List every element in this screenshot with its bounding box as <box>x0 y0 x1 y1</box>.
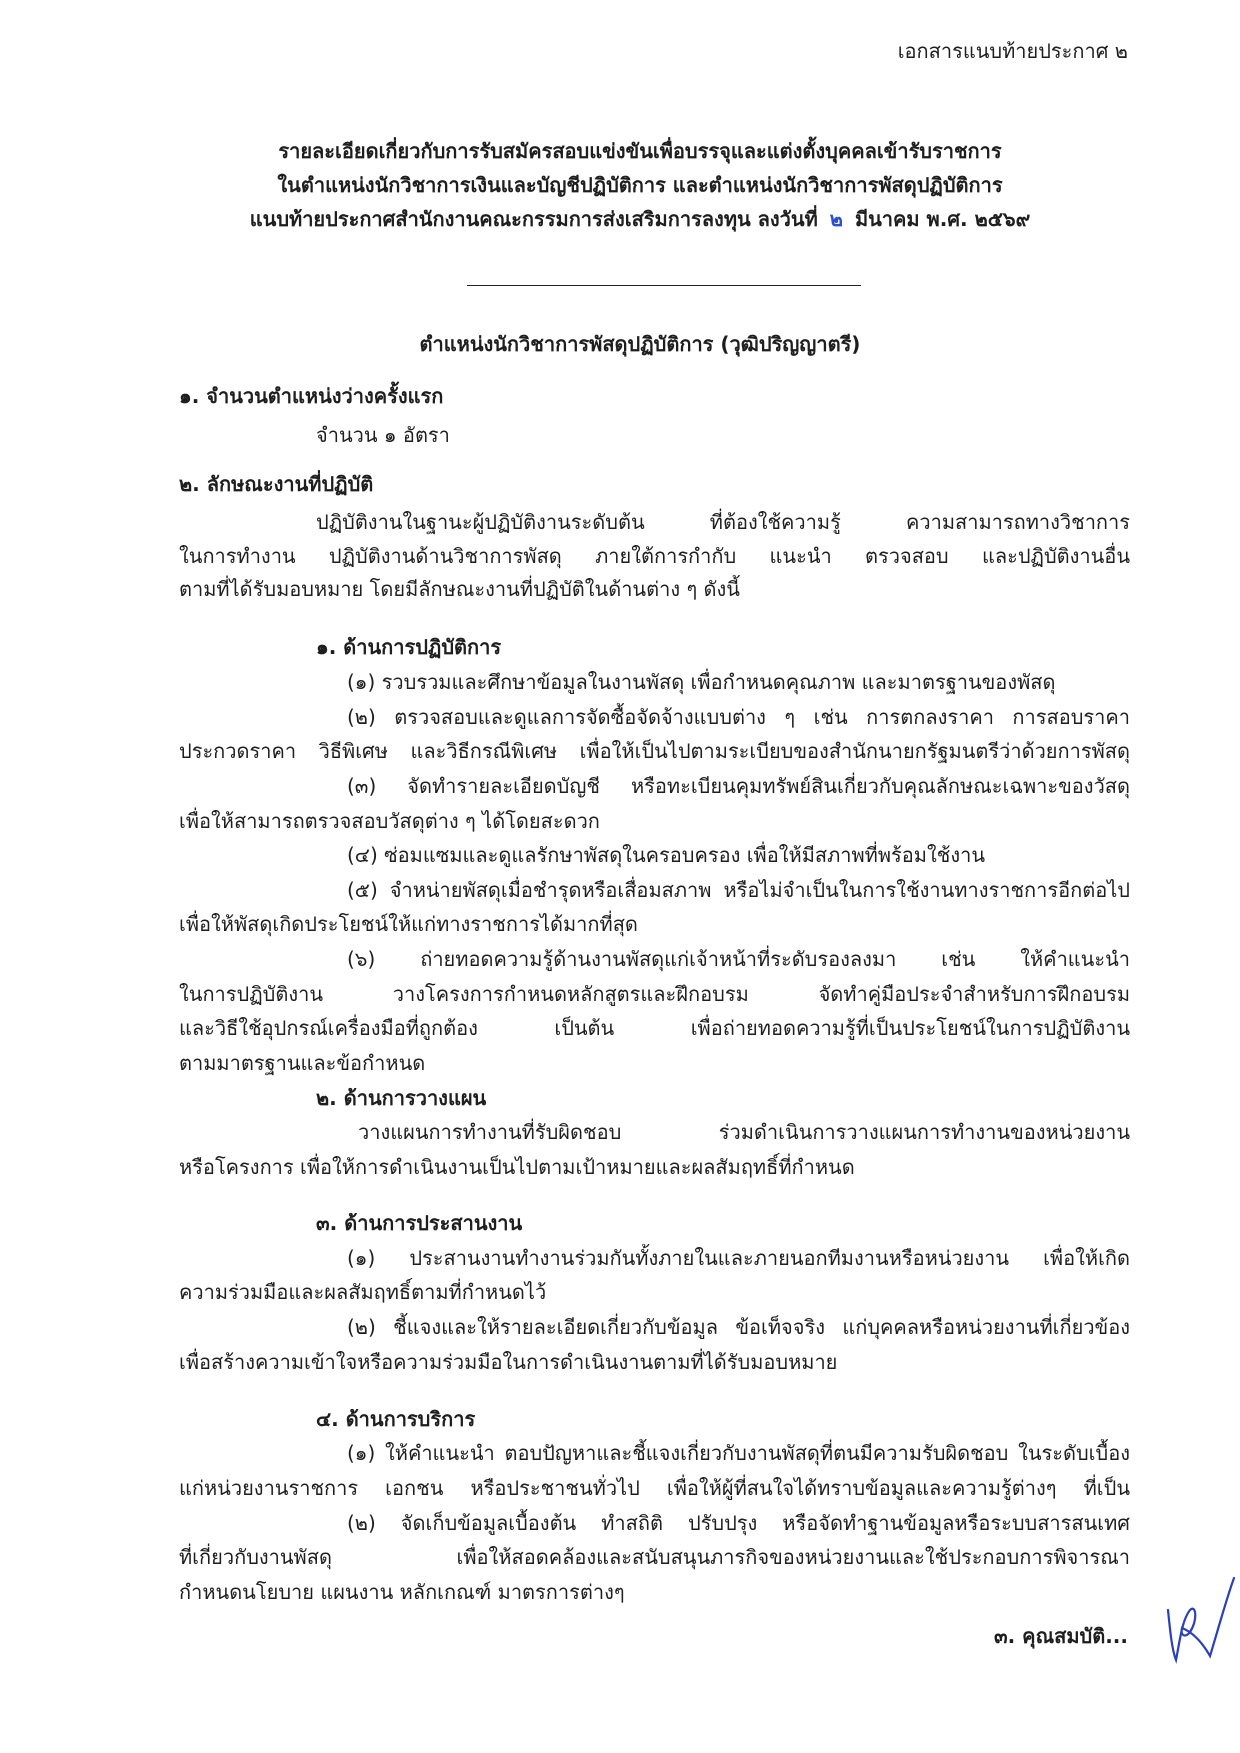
coordination-line: เพื่อสร้างความเข้าใจหรือความร่วมมือในการดำเนินงานตามที่ได้รับมอบหมาย <box>179 1350 838 1374</box>
planning-line: วางแผนการทำงานที่รับผิดชอบ ร่วมดำเนินการวางแผนการทำงานของหน่วยงาน <box>358 1120 1130 1144</box>
title-line-3 <box>150 204 1130 234</box>
position-title: ตำแหน่งนักวิชาการพัสดุปฏิบัติการ (วุฒิปริญญาตรี) <box>419 332 861 356</box>
service-line: กำหนดนโยบาย แผนงาน หลักเกณฑ์ มาตรการต่างๆ <box>179 1580 625 1604</box>
section-1-heading: ๑. จำนวนตำแหน่งว่างครั้งแรก <box>179 384 444 408</box>
section-1-body: จำนวน ๑ อัตรา <box>316 423 450 447</box>
operations-line: ตามมาตรฐานและข้อกำหนด <box>179 1051 426 1075</box>
operations-line: เพื่อให้สามารถตรวจสอบวัสดุต่าง ๆ ได้โดยสะดวก <box>179 809 600 833</box>
operations-line: (๖) ถ่ายทอดความรู้ด้านงานพัสดุแก่เจ้าหน้าที่ระดับรองลงมา เช่น ให้คำแนะนำ <box>347 947 1130 971</box>
signature-initials-icon <box>1160 1570 1240 1670</box>
service-line: ที่เกี่ยวกับงานพัสดุ เพื่อให้สอดคล้องและสนับสนุนภารกิจของหน่วยงานและใช้ประกอบการพิจารณา <box>179 1545 1130 1569</box>
operations-line: (๑) รวบรวมและศึกษาข้อมูลในงานพัสดุ เพื่อกำหนดคุณภาพ และมาตรฐานของพัสดุ <box>347 670 1056 694</box>
coordination-line: (๑) ประสานงานทำงานร่วมกันทั้งภายในและภายนอกทีมงานหรือหน่วยงาน เพื่อให้เกิด <box>347 1246 1130 1270</box>
subsection-service-heading: ๔. ด้านการบริการ <box>316 1407 476 1431</box>
attachment-label: เอกสารแนบท้ายประกาศ ๒ <box>897 39 1128 63</box>
coordination-line: (๒) ชี้แจงและให้รายละเอียดเกี่ยวกับข้อมูล ข้อเท็จจริง แก่บุคคลหรือหน่วยงานที่เกี่ยวข้อง <box>347 1315 1130 1339</box>
operations-line: เพื่อให้พัสดุเกิดประโยชน์ให้แก่ทางราชการได้มากที่สุด <box>179 912 638 936</box>
title-line-2: ในตำแหน่งนักวิชาการเงินและบัญชีปฏิบัติการ และตำแหน่งนักวิชาการพัสดุปฏิบัติการ <box>277 173 1003 197</box>
continued-next-page: ๓. คุณสมบัติ... <box>993 1624 1128 1648</box>
handwritten-day: ๒ <box>829 207 843 231</box>
operations-line: (๔) ซ่อมแซมและดูแลรักษาพัสดุในครอบครอง เพื่อให้มีสภาพที่พร้อมใช้งาน <box>347 843 985 867</box>
operations-line: ในการปฏิบัติงาน วางโครงการกำหนดหลักสูตรและฝึกอบรม จัดทำคู่มือประจำสำหรับการฝึกอบรม <box>179 982 1130 1006</box>
operations-line: และวิธีใช้อุปกรณ์เครื่องมือที่ถูกต้อง เป็นต้น เพื่อถ่ายทอดความรู้ที่เป็นประโยชน์ในการปฏิบัติงาน <box>179 1016 1130 1040</box>
operations-line: (๒) ตรวจสอบและดูแลการจัดซื้อจัดจ้างแบบต่าง ๆ เช่น การตกลงราคา การสอบราคา <box>347 705 1130 729</box>
divider <box>467 285 861 286</box>
coordination-line: ความร่วมมือและผลสัมฤทธิ์ตามที่กำหนดไว้ <box>179 1280 547 1304</box>
title-line-1: รายละเอียดเกี่ยวกับการรับสมัครสอบแข่งขันเพื่อบรรจุและแต่งตั้งบุคคลเข้ารับราชการ <box>278 139 1002 163</box>
operations-line: ประกวดราคา วิธีพิเศษ และวิธีกรณีพิเศษ เพื่อให้เป็นไปตามระเบียบของสำนักนายกรัฐมนตรีว่าด้วยการพัสดุ <box>179 739 1130 763</box>
operations-line: (๕) จำหน่ายพัสดุเมื่อชำรุดหรือเสื่อมสภาพ หรือไม่จำเป็นในการใช้งานทางราชการอีกต่อไป <box>347 878 1130 902</box>
service-line: (๑) ให้คำแนะนำ ตอบปัญหาและชี้แจงเกี่ยวกับงานพัสดุที่ตนมีความรับผิดชอบ ในระดับเบื้อง <box>347 1441 1130 1465</box>
service-line: แก่หน่วยงานราชการ เอกชน หรือประชาชนทั่วไป เพื่อให้ผู้ที่สนใจได้ทราบข้อมูลและความรู้ต่างๆ ที่เป็น <box>179 1476 1130 1500</box>
subsection-operations-heading: ๑. ด้านการปฏิบัติการ <box>316 635 502 659</box>
subsection-coordination-heading: ๓. ด้านการประสานงาน <box>316 1211 523 1235</box>
operations-line: (๓) จัดทำรายละเอียดบัญชี หรือทะเบียนคุมทรัพย์สินเกี่ยวกับคุณลักษณะเฉพาะของวัสดุ <box>347 774 1130 798</box>
section-2-para-line: ตามที่ได้รับมอบหมาย โดยมีลักษณะงานที่ปฏิบัติในด้านต่าง ๆ ดังนี้ <box>179 577 740 601</box>
section-2-para-line: ปฏิบัติงานในฐานะผู้ปฏิบัติงานระดับต้น ที่ต้องใช้ความรู้ ความสามารถทางวิชาการ <box>316 510 1130 534</box>
title-line-3-post: มีนาคม พ.ศ. ๒๕๖๙ <box>854 207 1031 231</box>
title-line-3-pre: แนบท้ายประกาศสำนักงานคณะกรรมการส่งเสริมการลงทุน ลงวันที่ <box>249 207 818 231</box>
planning-line: หรือโครงการ เพื่อให้การดำเนินงานเป็นไปตามเป้าหมายและผลสัมฤทธิ์ที่กำหนด <box>179 1155 855 1179</box>
subsection-planning-heading: ๒. ด้านการวางแผน <box>316 1086 487 1110</box>
service-line: (๒) จัดเก็บข้อมูลเบื้องต้น ทำสถิติ ปรับปรุง หรือจัดทำฐานข้อมูลหรือระบบสารสนเทศ <box>347 1511 1130 1535</box>
section-2-para-line: ในการทำงาน ปฏิบัติงานด้านวิชาการพัสดุ ภายใต้การกำกับ แนะนำ ตรวจสอบ และปฏิบัติงานอื่น <box>179 544 1130 568</box>
section-2-heading: ๒. ลักษณะงานที่ปฏิบัติ <box>179 472 374 496</box>
